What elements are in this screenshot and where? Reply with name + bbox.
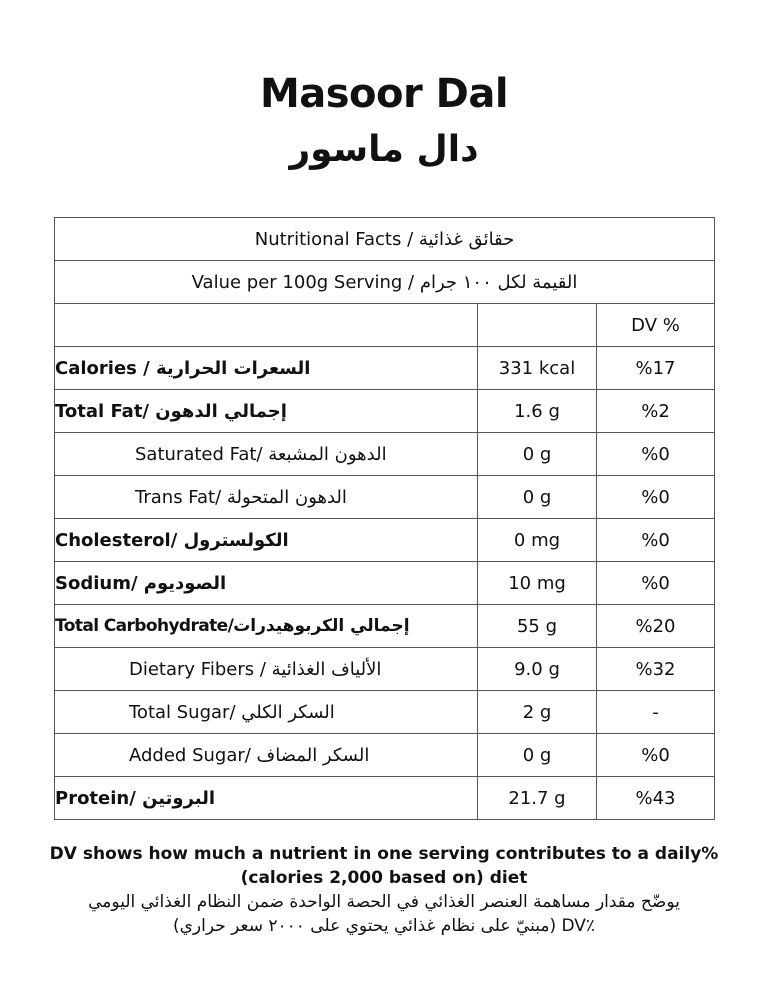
table-row (55, 648, 715, 691)
dv-column-header: DV % (597, 304, 715, 347)
table-row (55, 562, 715, 605)
dv-footnote-english-line1: DV shows how much a nutrient in one serving contributes to a daily% (49, 844, 719, 864)
table-row (55, 218, 715, 261)
nutrient-label-trans-fat: Trans Fat/ الدهون المتحولة (55, 476, 478, 519)
nutrient-value: 10 mg (478, 562, 597, 605)
nutrient-label-added-sugar: Added Sugar/ السكر المضاف (55, 734, 478, 777)
table-row (55, 347, 715, 390)
nutrient-label-calories: Calories / السعرات الحرارية (55, 347, 478, 390)
nutrient-dv: %0 (597, 433, 715, 476)
nutrient-dv: %17 (597, 347, 715, 390)
nutrient-label-saturated-fat: Saturated Fat/ الدهون المشبعة (55, 433, 478, 476)
nutrient-value: 21.7 g (478, 777, 597, 820)
nutrient-value: 331 kcal (478, 347, 597, 390)
nutrient-dv: %0 (597, 519, 715, 562)
nutrient-label-protein: Protein/ البروتين (55, 777, 478, 820)
nutrient-dv: %0 (597, 476, 715, 519)
nutrient-value: 0 g (478, 476, 597, 519)
table-row (55, 734, 715, 777)
nutrient-label-total-carbohydrate: Total Carbohydrate/إجمالي الكربوهيدرات (55, 605, 478, 648)
nutrient-value: 0 g (478, 433, 597, 476)
nutrient-value: 1.6 g (478, 390, 597, 433)
nutrient-dv: %0 (597, 562, 715, 605)
nutrient-value: 0 mg (478, 519, 597, 562)
table-row (55, 433, 715, 476)
nutrient-label-cholesterol: Cholesterol/ الكولسترول (55, 519, 478, 562)
table-row (55, 261, 715, 304)
table-row (55, 304, 715, 347)
nutrient-dv: %2 (597, 390, 715, 433)
nutritional-facts-header: Nutritional Facts / حقائق غذائية (55, 218, 715, 261)
dv-footnote-arabic-line2: (مبنيّ على نظام غذائي يحتوي على ٢٠٠٠ سعر حراري) DV٪ (172, 916, 596, 936)
table-row (55, 777, 715, 820)
nutrient-dv: %32 (597, 648, 715, 691)
empty-cell (55, 304, 478, 347)
table-row (55, 519, 715, 562)
serving-size-header: Value per 100g Serving / القيمة لكل ١٠٠ جرام (55, 261, 715, 304)
nutrient-dv: %43 (597, 777, 715, 820)
nutrient-value: 0 g (478, 734, 597, 777)
product-title: Masoor Dal (259, 71, 509, 117)
nutrient-dv: - (597, 691, 715, 734)
dv-footnote-arabic-line1: يوضّح مقدار مساهمة العنصر الغذائي في الحصة الواحدة ضمن النظام الغذائي اليومي (88, 892, 680, 912)
table-row (55, 476, 715, 519)
dv-footnote-english-line2: (calories 2,000 based on) diet (240, 868, 528, 888)
nutrition-facts-table (54, 217, 715, 820)
nutrient-value: 9.0 g (478, 648, 597, 691)
product-title-arabic: دال ماسور (289, 129, 479, 170)
nutrient-value: 2 g (478, 691, 597, 734)
nutrient-label-total-fat: Total Fat/ إجمالي الدهون (55, 390, 478, 433)
table-row (55, 605, 715, 648)
empty-cell (478, 304, 597, 347)
nutrient-dv: %0 (597, 734, 715, 777)
table-row (55, 390, 715, 433)
nutrient-value: 55 g (478, 605, 597, 648)
nutrient-label-dietary-fibers: Dietary Fibers / الألياف الغذائية (55, 648, 478, 691)
nutrient-dv: %20 (597, 605, 715, 648)
dv-footnote (0, 842, 768, 938)
table-row (55, 691, 715, 734)
nutrient-label-sodium: Sodium/ الصوديوم (55, 562, 478, 605)
nutrient-label-total-sugar: Total Sugar/ السكر الكلي (55, 691, 478, 734)
